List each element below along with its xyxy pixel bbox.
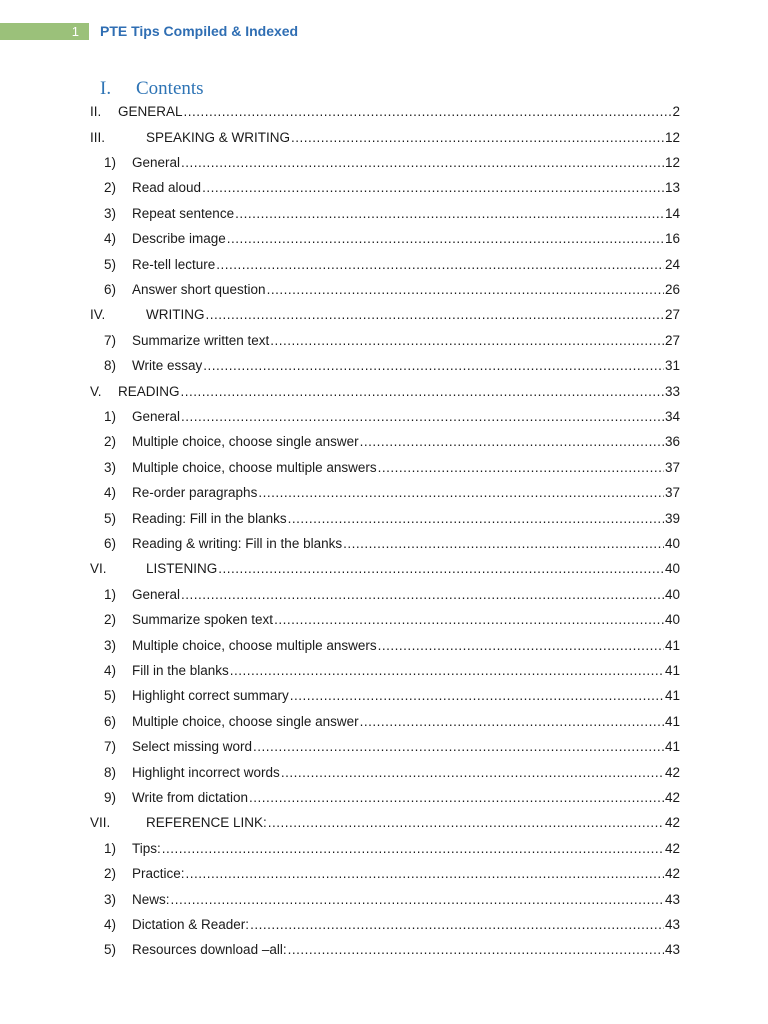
toc-entry-title: General (132, 586, 181, 602)
toc-entry-page: 41 (664, 713, 680, 729)
toc-entry-title: Re-tell lecture (132, 256, 216, 272)
toc-entry-title: Summarize written text (132, 332, 270, 348)
toc-entry-page: 43 (664, 916, 680, 932)
toc-entry-number: 2) (104, 180, 117, 196)
toc-entry-title: Resources download –all: (132, 942, 287, 958)
toc-entry[interactable] (104, 480, 680, 505)
toc-entry-number: VII. (90, 815, 111, 831)
toc-entry-number: III. (90, 129, 106, 145)
toc-entry-number: V. (90, 383, 102, 399)
toc-entry[interactable] (90, 99, 680, 124)
toc-entry-number: 5) (104, 942, 117, 958)
toc-entry[interactable] (104, 201, 680, 226)
toc-entry-number: 8) (104, 358, 117, 374)
toc-leader-dots (218, 556, 664, 581)
toc-entry-title: SPEAKING & WRITING (146, 129, 291, 145)
toc-entry-title: Reading & writing: Fill in the blanks (132, 535, 343, 551)
toc-entry-title: Write from dictation (132, 789, 249, 805)
toc-entry[interactable] (104, 150, 680, 175)
toc-entry-page: 43 (664, 942, 680, 958)
toc-entry-number: 6) (104, 713, 117, 729)
toc-leader-dots (206, 302, 664, 327)
toc-entry-page: 41 (664, 637, 680, 653)
contents-heading-number: I. (100, 78, 112, 99)
toc-entry-page: 40 (664, 535, 680, 551)
toc-entry[interactable] (90, 556, 680, 581)
toc-leader-dots (181, 582, 664, 607)
toc-entry-page: 40 (664, 612, 680, 628)
toc-leader-dots (203, 353, 664, 378)
contents-heading (100, 78, 204, 100)
toc-entry[interactable] (90, 124, 680, 149)
toc-entry-title: Re-order paragraphs (132, 485, 258, 501)
toc-leader-dots (281, 760, 664, 785)
toc-entry-number: 7) (104, 739, 117, 755)
toc-entry[interactable] (104, 734, 680, 759)
toc-entry-number: 3) (104, 205, 117, 221)
toc-entry-title: REFERENCE LINK: (146, 815, 267, 831)
toc-entry-title: Multiple choice, choose single answer (132, 434, 359, 450)
toc-leader-dots (202, 175, 664, 200)
toc-entry[interactable] (90, 378, 680, 403)
document-title: PTE Tips Compiled & Indexed (100, 23, 299, 39)
toc-leader-dots (181, 150, 664, 175)
toc-entry-title: Reading: Fill in the blanks (132, 510, 287, 526)
toc-entry-page: 24 (664, 256, 680, 272)
toc-entry-page: 42 (664, 764, 680, 780)
toc-leader-dots (171, 887, 664, 912)
toc-entry-number: 9) (104, 789, 117, 805)
toc-leader-dots (267, 277, 664, 302)
toc-entry[interactable] (104, 353, 680, 378)
toc-entry-number: 4) (104, 662, 117, 678)
toc-entry-page: 33 (664, 383, 680, 399)
toc-entry-page: 39 (664, 510, 680, 526)
toc-entry[interactable] (104, 328, 680, 353)
toc-entry-number: 4) (104, 485, 117, 501)
toc-leader-dots (181, 404, 664, 429)
toc-entry-page: 40 (664, 586, 680, 602)
toc-entry-title: Read aloud (132, 180, 202, 196)
toc-entry-number: 1) (104, 586, 117, 602)
toc-leader-dots (181, 379, 664, 404)
toc-leader-dots (378, 455, 664, 480)
toc-entry[interactable] (104, 886, 680, 911)
toc-entry[interactable] (104, 251, 680, 276)
toc-entry-number: 7) (104, 332, 117, 348)
toc-entry-title: Answer short question (132, 281, 266, 297)
toc-leader-dots (268, 810, 664, 835)
toc-entry-page: 12 (664, 154, 680, 170)
toc-entry[interactable] (104, 607, 680, 632)
toc-entry[interactable] (104, 836, 680, 861)
toc-leader-dots (162, 836, 664, 861)
toc-entry-title: News: (132, 891, 170, 907)
toc-leader-dots (227, 226, 664, 251)
toc-leader-dots (343, 531, 664, 556)
toc-leader-dots (274, 607, 664, 632)
toc-entry-number: 2) (104, 434, 117, 450)
toc-leader-dots (186, 861, 664, 886)
toc-entry-number: 5) (104, 688, 117, 704)
toc-entry[interactable] (104, 785, 680, 810)
toc-leader-dots (230, 658, 664, 683)
toc-entry-number: 1) (104, 840, 117, 856)
toc-leader-dots (378, 633, 664, 658)
toc-entry-title: Tips: (132, 840, 161, 856)
toc-entry-page: 41 (664, 688, 680, 704)
toc-entry-number: II. (90, 104, 102, 120)
toc-entry-page: 42 (664, 789, 680, 805)
toc-leader-dots (253, 734, 664, 759)
toc-entry-number: VI. (90, 561, 107, 577)
toc-entry[interactable] (104, 861, 680, 886)
toc-entry[interactable] (104, 709, 680, 734)
toc-entry[interactable] (104, 175, 680, 200)
toc-entry-number: 1) (104, 154, 117, 170)
toc-entry-number: 3) (104, 637, 117, 653)
toc-entry-page: 41 (664, 662, 680, 678)
toc-entry[interactable] (104, 658, 680, 683)
toc-entry[interactable] (104, 277, 680, 302)
toc-entry[interactable] (104, 455, 680, 480)
contents-heading-title: Contents (136, 78, 204, 99)
toc-entry-title: Summarize spoken text (132, 612, 274, 628)
toc-leader-dots (360, 709, 664, 734)
toc-entry[interactable] (104, 937, 680, 962)
toc-leader-dots (291, 125, 664, 150)
toc-entry-title: Highlight incorrect words (132, 764, 280, 780)
toc-entry-title: Describe image (132, 231, 226, 247)
toc-entry-page: 40 (664, 561, 680, 577)
toc-entry-number: 4) (104, 231, 117, 247)
toc-leader-dots (360, 429, 664, 454)
toc-entry-title: Multiple choice, choose single answer (132, 713, 359, 729)
toc-entry-number: IV. (90, 307, 106, 323)
toc-entry-page: 34 (664, 408, 680, 424)
toc-leader-dots (235, 201, 664, 226)
toc-entry-page: 26 (664, 281, 680, 297)
toc-leader-dots (290, 683, 664, 708)
toc-entry-title: Write essay (132, 358, 203, 374)
toc-entry[interactable] (104, 531, 680, 556)
toc-leader-dots (258, 480, 664, 505)
toc-entry[interactable] (104, 226, 680, 251)
toc-entry[interactable] (90, 810, 680, 835)
toc-entry-page: 41 (664, 739, 680, 755)
toc-entry-page: 13 (664, 180, 680, 196)
toc-leader-dots (216, 252, 664, 277)
page-header (0, 23, 400, 40)
toc-leader-dots (184, 99, 672, 124)
toc-entry-number: 3) (104, 459, 117, 475)
toc-leader-dots (270, 328, 664, 353)
toc-entry-title: Multiple choice, choose multiple answers (132, 637, 377, 653)
toc-entry-title: Practice: (132, 866, 185, 882)
toc-entry-number: 5) (104, 510, 117, 526)
toc-entry-page: 27 (664, 332, 680, 348)
toc-entry-title: Highlight correct summary (132, 688, 289, 704)
toc-entry-title: Multiple choice, choose multiple answers (132, 459, 377, 475)
toc-entry-page: 2 (672, 104, 680, 120)
toc-entry-number: 1) (104, 408, 117, 424)
toc-entry-title: Fill in the blanks (132, 662, 229, 678)
toc-entry-number: 6) (104, 535, 117, 551)
toc-leader-dots (250, 912, 664, 937)
toc-entry-title: General (132, 408, 181, 424)
page-number: 1 (0, 23, 89, 40)
toc-entry-number: 3) (104, 891, 117, 907)
toc-entry-page: 27 (664, 307, 680, 323)
toc-entry-number: 5) (104, 256, 117, 272)
toc-leader-dots (288, 937, 664, 962)
toc-entry[interactable] (104, 404, 680, 429)
toc-entry-title: Select missing word (132, 739, 253, 755)
toc-entry-title: READING (118, 383, 180, 399)
toc-entry-number: 8) (104, 764, 117, 780)
toc-leader-dots (288, 506, 664, 531)
toc-entry-title: GENERAL (118, 104, 183, 120)
toc-entry-page: 43 (664, 891, 680, 907)
toc-entry[interactable] (104, 759, 680, 784)
toc-entry-page: 42 (664, 815, 680, 831)
toc-entry[interactable] (104, 632, 680, 657)
toc-entry-number: 6) (104, 281, 117, 297)
toc-entry[interactable] (104, 429, 680, 454)
toc-entry[interactable] (104, 505, 680, 530)
toc-entry[interactable] (90, 302, 680, 327)
toc-entry-page: 42 (664, 840, 680, 856)
toc-entry-title: Dictation & Reader: (132, 916, 250, 932)
toc-entry-number: 2) (104, 612, 117, 628)
toc-entry-number: 4) (104, 916, 117, 932)
toc-entry-number: 2) (104, 866, 117, 882)
toc-leader-dots (249, 785, 664, 810)
toc-entry-title: General (132, 154, 181, 170)
toc-entry-page: 37 (664, 485, 680, 501)
toc-entry-page: 37 (664, 459, 680, 475)
toc-entry-page: 31 (664, 358, 680, 374)
toc-entry-page: 36 (664, 434, 680, 450)
toc-entry[interactable] (104, 912, 680, 937)
toc-entry-page: 16 (664, 231, 680, 247)
toc-entry[interactable] (104, 582, 680, 607)
toc-entry[interactable] (104, 683, 680, 708)
toc-entry-page: 12 (664, 129, 680, 145)
toc-entry-title: Repeat sentence (132, 205, 235, 221)
toc-entry-title: LISTENING (146, 561, 218, 577)
toc-entry-page: 14 (664, 205, 680, 221)
toc-entry-page: 42 (664, 866, 680, 882)
toc-entry-title: WRITING (146, 307, 205, 323)
